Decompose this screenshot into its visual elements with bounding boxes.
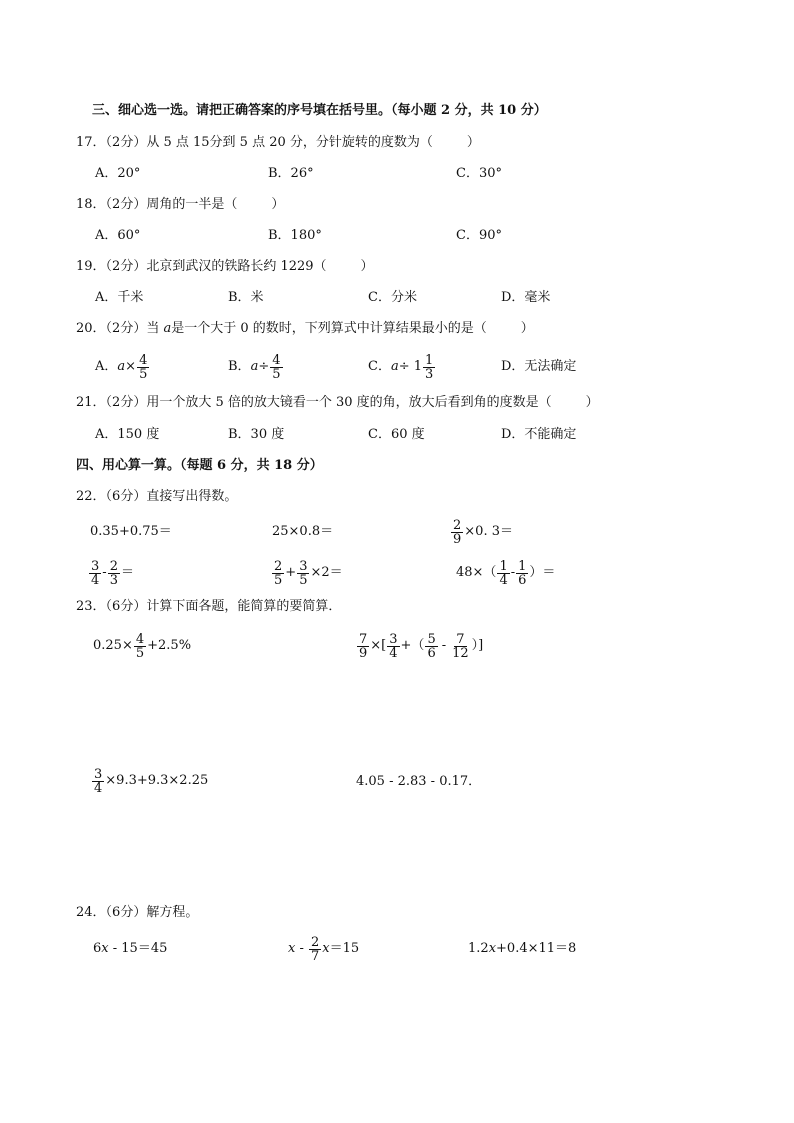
question-24: 24．（6分）解方程。: [76, 905, 199, 920]
q20-number: 20．（2分）: [76, 321, 147, 336]
fraction: [516, 560, 528, 587]
q20-a-op: ×: [125, 359, 137, 374]
fraction: [309, 936, 321, 963]
q19-option-b: B．米: [228, 290, 264, 305]
fraction-numerator: 3: [389, 631, 398, 647]
q17-option-c: C．30°: [456, 166, 502, 181]
fraction-numerator: 2: [274, 558, 283, 574]
fraction-numerator: 1: [518, 558, 527, 574]
q21-option-b: B．30 度: [228, 427, 285, 442]
expr-rest: ）＝: [529, 565, 556, 580]
fraction-numerator: 2: [453, 517, 462, 533]
fraction-numerator: 1: [425, 352, 434, 368]
q21-close: ）: [585, 395, 599, 410]
q18-close: ）: [271, 197, 285, 212]
fraction-denominator: 3: [425, 366, 434, 382]
q18-text: 周角的一半是（: [146, 197, 238, 212]
fraction: [387, 633, 399, 660]
q23-expr-4: 4.05 - 2.83 - 0.17．: [356, 774, 482, 789]
operator: +: [285, 565, 297, 580]
expr-rest: ×9.3+9.3×2.25: [105, 773, 209, 788]
fraction-denominator: 6: [518, 572, 527, 588]
fraction-numerator: 3: [299, 558, 308, 574]
q23-expr-3: [91, 764, 208, 798]
question-23: 23．（6分）计算下面各题，能简算的要简算．: [76, 599, 342, 614]
q17-close: ）: [466, 135, 480, 150]
q18-option-a: A．60°: [95, 228, 141, 243]
fraction-numerator: 2: [109, 558, 118, 574]
fraction: [450, 633, 471, 660]
q20-variable: a: [163, 321, 172, 336]
q19-close: ）: [360, 259, 374, 274]
fraction-numerator: 4: [139, 352, 148, 368]
q22-expr-1: 0.35+0.75＝: [90, 524, 172, 539]
question-21: [76, 395, 599, 411]
q20-option-b: [228, 350, 284, 384]
expr-rest: ＝: [120, 565, 134, 580]
fraction: [272, 560, 284, 587]
eq-var: x: [288, 941, 296, 956]
expr-end: ）]: [471, 638, 484, 653]
expr-mid: ×[: [370, 638, 387, 653]
question-20: [76, 321, 534, 337]
eq-var: x: [101, 941, 109, 956]
eq-coef: 1.2: [468, 941, 489, 956]
fraction: [497, 560, 509, 587]
expr-rest: ×0. 3＝: [464, 524, 513, 539]
fraction-denominator: 5: [299, 572, 308, 588]
q20-close: ）: [520, 321, 534, 336]
q20-b-op: ÷: [258, 359, 270, 374]
q21-text: 用一个放大 5 倍的放大镜看一个 30 度的角，放大后看到角的度数是（: [146, 395, 552, 410]
question-22: 22．（6分）直接写出得数。: [76, 489, 238, 504]
q20-option-c: [368, 350, 436, 384]
question-19: [76, 259, 374, 275]
q22-expr-3: [450, 515, 513, 549]
q22-expr-6: [456, 556, 555, 590]
eq-coef: 6: [93, 941, 102, 956]
q17-option-a: A．20°: [95, 166, 141, 181]
fraction-numerator: 5: [427, 631, 436, 647]
q23-expr-2: [356, 629, 483, 663]
fraction: [451, 519, 463, 546]
eq-op: -: [295, 941, 309, 956]
q22-expr-4: [88, 556, 134, 590]
fraction-numerator: 7: [456, 631, 465, 647]
fraction-denominator: 12: [452, 645, 469, 661]
fraction-numerator: 4: [135, 631, 145, 647]
fraction-denominator: 6: [427, 645, 436, 661]
fraction-numerator: 2: [311, 934, 320, 950]
q19-number: 19．（2分）: [76, 259, 147, 274]
q20-a-label: A．: [95, 359, 118, 374]
q20-c-var: a: [390, 359, 399, 374]
fraction: [357, 633, 369, 660]
q19-option-d: D．毫米: [501, 290, 551, 305]
q20-option-a: [95, 350, 150, 384]
q21-number: 21．（2分）: [76, 395, 147, 410]
fraction-denominator: 9: [453, 531, 462, 547]
expr-rest: +2.5%: [147, 638, 192, 653]
q19-option-c: C．分米: [368, 290, 417, 305]
q24-equation-1: [93, 941, 167, 957]
fraction-denominator: 4: [389, 645, 398, 661]
expr-pre: 48×（: [456, 565, 497, 580]
q21-option-d: D．不能确定: [501, 427, 577, 442]
fraction-denominator: 4: [499, 572, 508, 588]
q20-b-label: B．: [228, 359, 251, 374]
q24-equation-2: [288, 932, 359, 966]
q17-number: 17．（2分）: [76, 135, 147, 150]
section-3-title: 三、细心选一选。请把正确答案的序号填在括号里。（每小题 2 分，共 10 分）: [92, 103, 547, 118]
expr-mid: +（: [400, 638, 425, 653]
q21-option-a: A．150 度: [95, 427, 160, 442]
fraction-denominator: 9: [359, 645, 368, 661]
q24-equation-3: [468, 941, 576, 957]
q22-expr-2: 25×0.8＝: [272, 524, 334, 539]
expr-rest: ×2＝: [310, 565, 343, 580]
q22-expr-5: [271, 556, 343, 590]
fraction-denominator: 5: [139, 366, 148, 382]
operator: -: [510, 565, 516, 580]
operator: -: [441, 638, 447, 653]
fraction-denominator: 5: [272, 366, 281, 382]
q18-option-c: C．90°: [456, 228, 502, 243]
q20-a-fraction: [137, 354, 149, 381]
fraction: [134, 633, 146, 660]
fraction-numerator: 3: [94, 766, 103, 782]
eq-var: x: [488, 941, 497, 956]
expr-pre: 0.25×: [93, 638, 133, 653]
fraction-denominator: 4: [94, 780, 103, 796]
fraction-denominator: 7: [311, 948, 320, 964]
q19-text: 北京到武汉的铁路长约 1229（: [146, 259, 327, 274]
fraction-denominator: 3: [109, 572, 118, 588]
q20-a-var: a: [117, 359, 126, 374]
section-4-title: 四、用心算一算。（每题 6 分，共 18 分）: [76, 458, 323, 473]
fraction-numerator: 1: [499, 558, 508, 574]
eq-var: x: [322, 941, 330, 956]
fraction-denominator: 4: [91, 572, 100, 588]
operator: -: [102, 565, 107, 580]
q20-b-var: a: [250, 359, 259, 374]
eq-rest: +0.4×11＝8: [496, 941, 577, 956]
q20-b-fraction: [270, 354, 282, 381]
fraction: [89, 560, 101, 587]
fraction-numerator: 3: [91, 558, 100, 574]
fraction: [297, 560, 309, 587]
question-17: [76, 135, 480, 151]
fraction-numerator: 4: [272, 352, 281, 368]
q20-c-label: C．: [368, 359, 391, 374]
fraction: [92, 768, 104, 795]
q18-option-b: B．180°: [268, 228, 322, 243]
q20-text-a: 当: [146, 321, 164, 336]
q17-text: 从 5 点 15分到 5 点 20 分，分针旋转的度数为（: [146, 135, 433, 150]
q18-number: 18．（2分）: [76, 197, 147, 212]
q20-c-fraction: [423, 354, 435, 381]
q17-option-b: B．26°: [268, 166, 314, 181]
fraction-denominator: 5: [274, 572, 283, 588]
q23-expr-1: [93, 629, 191, 663]
fraction: [108, 560, 120, 587]
fraction: [425, 633, 437, 660]
q21-option-c: C．60 度: [368, 427, 425, 442]
q20-option-d: D．无法确定: [501, 359, 577, 374]
question-18: [76, 197, 284, 213]
eq-rest: ＝15: [329, 941, 360, 956]
eq-rest: - 15＝45: [108, 941, 168, 956]
fraction-denominator: 5: [135, 645, 145, 661]
q20-c-op: ÷ 1: [398, 359, 423, 374]
q19-option-a: A．千米: [95, 290, 144, 305]
fraction-numerator: 7: [359, 631, 368, 647]
q20-text-b: 是一个大于 0 的数时，下列算式中计算结果最小的是（: [171, 321, 487, 336]
